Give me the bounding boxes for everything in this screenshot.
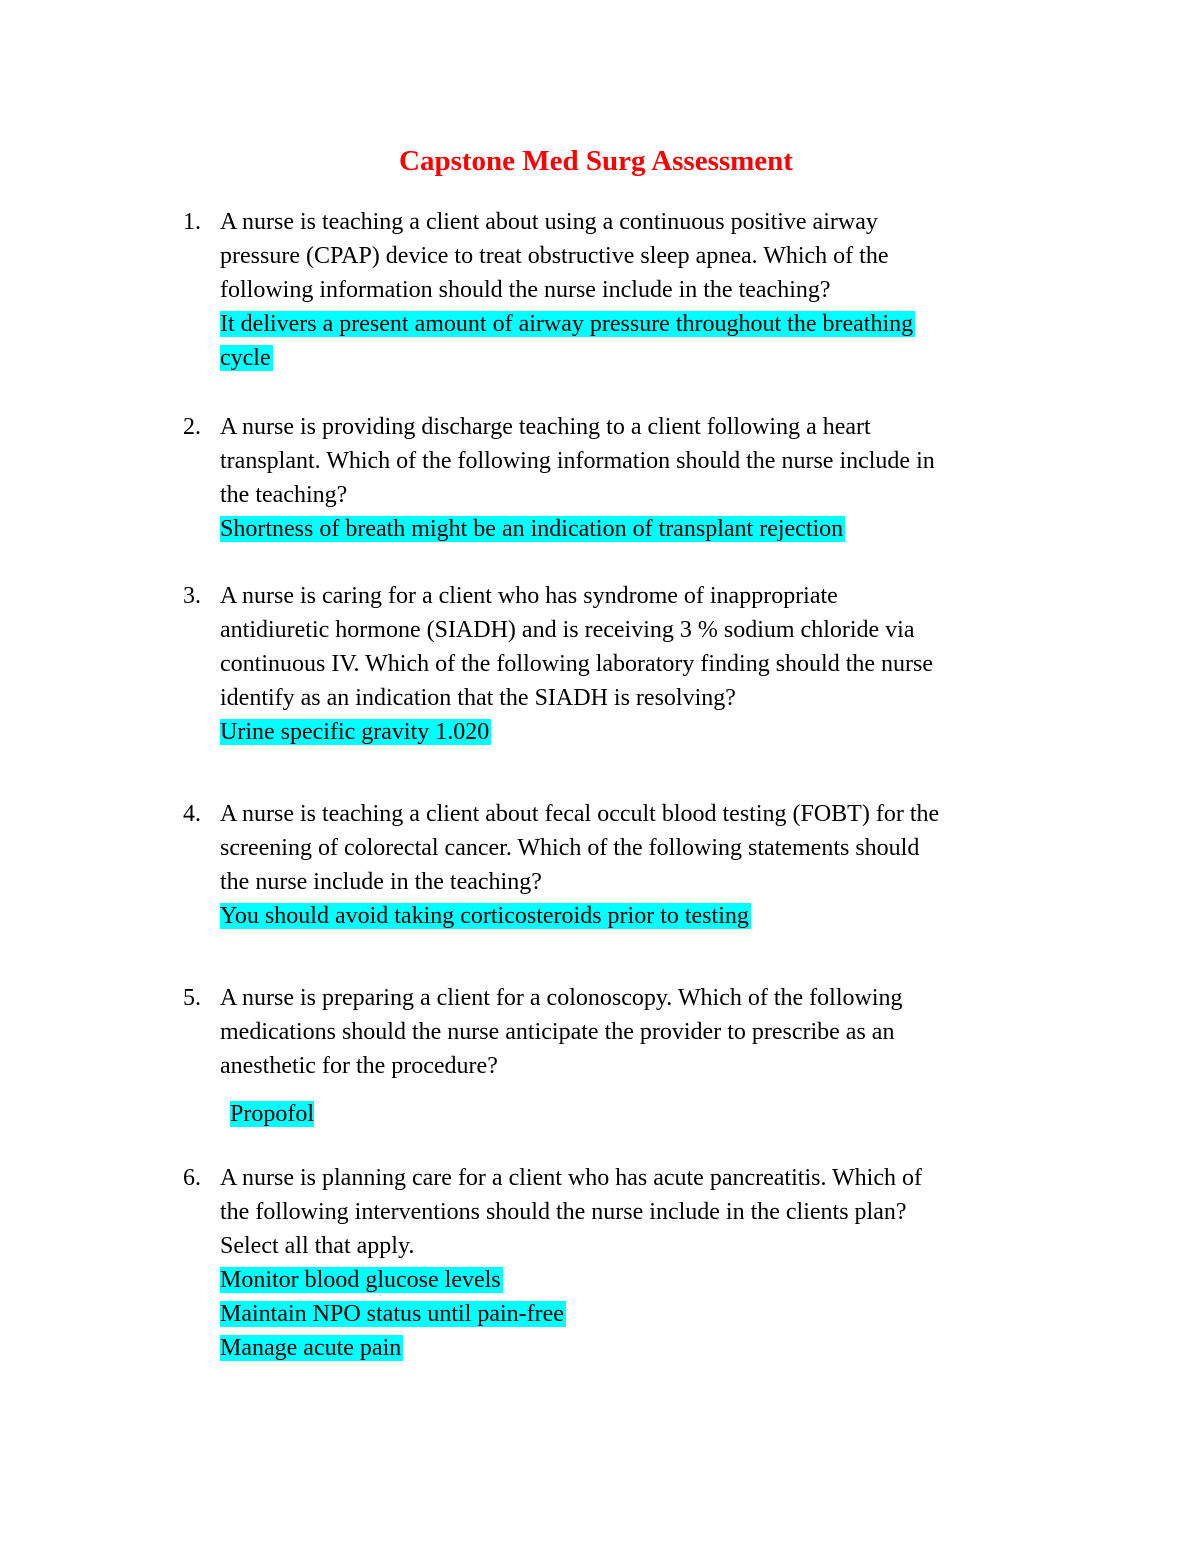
question-number: 5. <box>183 985 201 1011</box>
question-text-line: A nurse is planning care for a client who has acute pancreatitis. Which of <box>220 1165 922 1191</box>
question-3 <box>183 579 1063 749</box>
answer-highlight: Maintain NPO status until pain-free <box>220 1301 564 1327</box>
question-text-line: A nurse is caring for a client who has syndrome of inappropriate <box>220 583 838 609</box>
question-number: 1. <box>183 209 201 235</box>
question-text-line: antidiuretic hormone (SIADH) and is receiving 3 % sodium chloride via <box>220 617 915 643</box>
answer-highlight: Propofol <box>230 1101 314 1127</box>
document-title: Capstone Med Surg Assessment <box>399 145 793 177</box>
question-1 <box>183 205 1063 375</box>
answer-highlight: Urine specific gravity 1.020 <box>220 719 490 745</box>
answer-highlight: It delivers a present amount of airway pressure throughout the breathing <box>220 311 914 337</box>
question-text-line: transplant. Which of the following information should the nurse include in <box>220 448 935 474</box>
question-text-line: Select all that apply. <box>220 1233 415 1259</box>
answer-highlight: Shortness of breath might be an indication of transplant rejection <box>220 516 844 542</box>
question-2 <box>183 410 1063 546</box>
question-6 <box>183 1161 1063 1365</box>
answer-highlight: cycle <box>220 345 271 371</box>
question-text-line: the nurse include in the teaching? <box>220 869 542 895</box>
question-number: 3. <box>183 583 201 609</box>
question-number: 4. <box>183 801 201 827</box>
question-text-line: pressure (CPAP) device to treat obstructive sleep apnea. Which of the <box>220 243 889 269</box>
question-number: 2. <box>183 414 201 440</box>
question-number: 6. <box>183 1165 201 1191</box>
question-text-line: medications should the nurse anticipate the provider to prescribe as an <box>220 1019 895 1045</box>
answer-highlight: Manage acute pain <box>220 1335 402 1361</box>
question-text-line: A nurse is teaching a client about fecal occult blood testing (FOBT) for the <box>220 801 940 827</box>
question-text-line: the teaching? <box>220 482 348 508</box>
question-text-line: A nurse is preparing a client for a colonoscopy. Which of the following <box>220 985 903 1011</box>
question-text-line: continuous IV. Which of the following laboratory finding should the nurse <box>220 651 934 677</box>
answer-highlight: You should avoid taking corticosteroids prior to testing <box>220 903 749 929</box>
question-text-line: following information should the nurse include in the teaching? <box>220 277 831 303</box>
answer-highlight: Monitor blood glucose levels <box>220 1267 501 1293</box>
question-5 <box>183 981 1063 1131</box>
question-text-line: the following interventions should the nurse include in the clients plan? <box>220 1199 907 1225</box>
question-text-line: A nurse is providing discharge teaching to a client following a heart <box>220 414 871 440</box>
question-4 <box>183 797 1063 933</box>
question-text-line: A nurse is teaching a client about using a continuous positive airway <box>220 209 878 235</box>
question-text-line: identify as an indication that the SIADH is resolving? <box>220 685 736 711</box>
question-text-line: screening of colorectal cancer. Which of the following statements should <box>220 835 920 861</box>
question-text-line: anesthetic for the procedure? <box>220 1053 498 1079</box>
